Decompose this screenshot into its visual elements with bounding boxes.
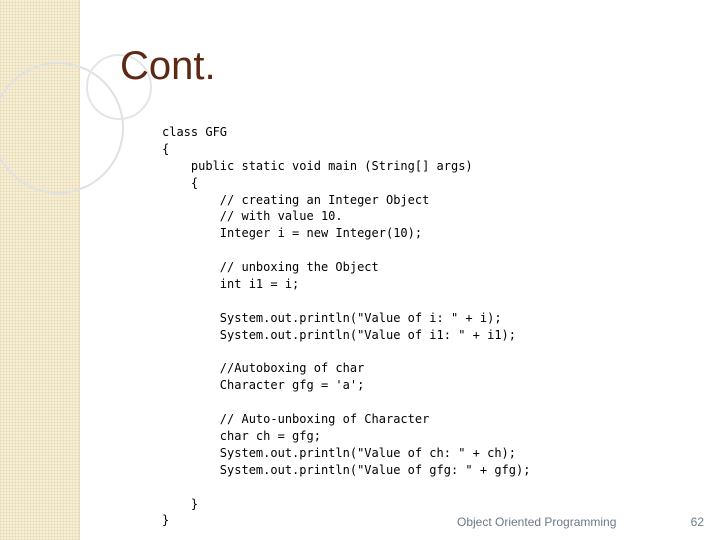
code-line: class GFG xyxy=(162,125,228,139)
page-number: 62 xyxy=(690,515,704,529)
code-line xyxy=(162,242,530,259)
code-line xyxy=(162,394,530,411)
code-line: public static void main (String[] args) xyxy=(162,158,473,173)
code-line: System.out.println("Value of i1: " + i1); xyxy=(162,327,517,342)
code-line: Character gfg = 'a'; xyxy=(162,378,365,393)
code-line: System.out.println("Value of gfg: " + gfg); xyxy=(162,462,531,477)
code-block xyxy=(162,124,530,529)
code-line: //Autoboxing of char xyxy=(162,361,365,376)
code-line xyxy=(162,344,530,361)
footer-text: Object Oriented Programming xyxy=(457,515,617,529)
code-line: { xyxy=(162,141,170,156)
code-line: char ch = gfg; xyxy=(162,429,321,444)
code-line: { xyxy=(162,175,199,190)
slide-title: Cont. xyxy=(120,44,216,88)
code-line: // unboxing the Object xyxy=(162,260,379,275)
code-line: System.out.println("Value of i: " + i); xyxy=(162,310,502,325)
code-line: } xyxy=(162,496,199,511)
code-line: System.out.println("Value of ch: " + ch); xyxy=(162,445,517,460)
code-line: // with value 10. xyxy=(162,209,343,224)
code-line xyxy=(162,293,530,310)
code-line: // Auto-unboxing of Character xyxy=(162,412,430,427)
code-line: Integer i = new Integer(10); xyxy=(162,226,423,241)
code-line xyxy=(162,479,530,496)
code-line: // creating an Integer Object xyxy=(162,192,430,207)
code-line: } xyxy=(162,513,170,528)
code-line: int i1 = i; xyxy=(162,277,300,292)
